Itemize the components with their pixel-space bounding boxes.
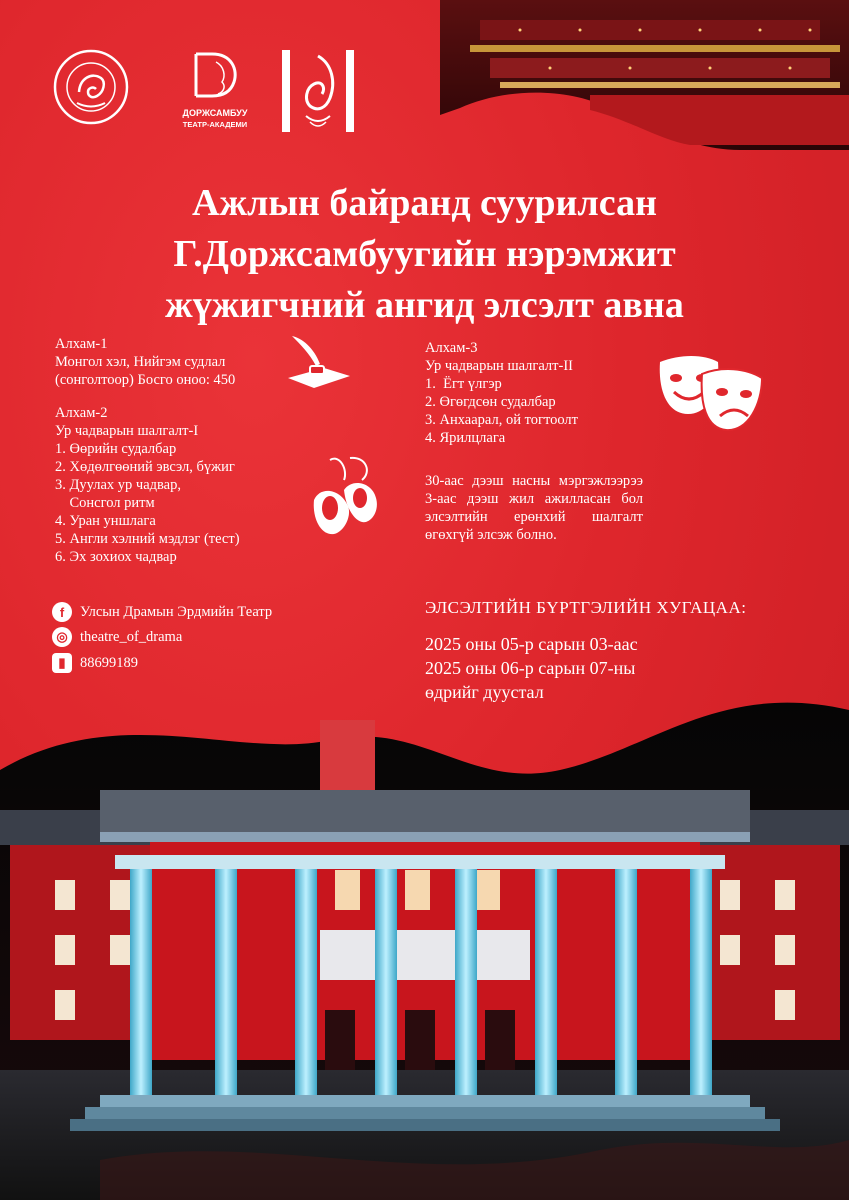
step-2-item: 2. Хөдөлгөөний эвсэл, бүжиг [55,459,235,475]
step-3-item: 3. Анхаарал, ой тогтоолт [425,412,578,428]
step-2-item: 3. Дуулах ур чадвар, [55,477,181,493]
academy-name [160,108,270,130]
dorjsambuu-d-logo [172,48,256,110]
step-3-item: 2. Өгөгдсөн судалбар [425,394,556,410]
drama-theatre-seal-logo [52,48,130,126]
registration-deadline-heading: ЭЛСЭЛТИЙН БҮРТГЭЛИЙН ХУГАЦАА: [425,598,747,617]
instagram-label: theatre_of_drama [80,628,183,645]
step-3-item: 1. Ёгт үлгэр [425,376,502,392]
step-3-subheading: Ур чадварын шалгалт-II [425,358,573,374]
step-2-heading: Алхам-2 [55,405,108,421]
title-line-1: Ажлын байранд суурилсан [192,182,657,224]
step-1-heading: Алхам-1 [55,336,108,352]
ballet-shoes-icon [300,450,390,540]
phone-label: 88699189 [80,654,138,671]
anniversary-90-logo [280,48,360,138]
step-2-item: 4. Уран уншлага [55,513,156,529]
theatre-building-photo [0,690,849,1200]
step-2-item: Сонсгол ритм [55,495,155,511]
step-2-item: 6. Эх зохиох чадвар [55,549,177,565]
deadline-line-1: 2025 оны 05-р сарын 03-аас [425,634,638,654]
theatre-hall-photo [440,0,849,150]
contact-facebook[interactable] [52,602,272,622]
deadline-line-3: өдрийг дуустал [425,682,544,702]
page-title [60,178,789,331]
theatre-masks-icon [652,352,768,438]
contact-instagram[interactable] [52,627,182,647]
contact-phone[interactable] [52,653,138,673]
deadline-line-2: 2025 оны 06-р сарын 07-ны [425,658,636,678]
instagram-icon: ◎ [52,627,72,647]
step-2-subheading: Ур чадварын шалгалт-I [55,423,199,439]
step-2-item: 1. Өөрийн судалбар [55,441,177,457]
step-1-line-2: (сонголтоор) Босго оноо: 450 [55,372,236,388]
quill-inkwell-icon [284,332,354,394]
step-2 [55,404,240,566]
step-2-item: 5. Англи хэлний мэдлэг (тест) [55,531,240,547]
academy-name-line1: ДОРЖСАМБУУ [182,108,248,118]
title-line-2: Г.Доржсамбуугийн нэрэмжит [173,233,676,275]
step-3 [425,339,578,447]
phone-icon: ▮ [52,653,72,673]
title-line-3: жүжигчний ангид элсэлт авна [165,284,684,326]
academy-name-line2: ТЕАТР-АКАДЕМИ [182,120,248,129]
facebook-label: Улсын Драмын Эрдмийн Театр [80,603,273,620]
step-3-item: 4. Ярилцлага [425,430,506,446]
step-1 [55,335,235,389]
step-1-line-1: Монгол хэл, Нийгэм судлал [55,354,226,370]
facebook-icon: f [52,602,72,622]
step-3-heading: Алхам-3 [425,340,478,356]
age-exemption-note: 30-аас дээш насны мэргэжлээрээ 3-аас дээш жил ажилласан бол элсэлтийн ерөнхий шалгалт өгөхгүй элсэж болно. [425,473,643,543]
